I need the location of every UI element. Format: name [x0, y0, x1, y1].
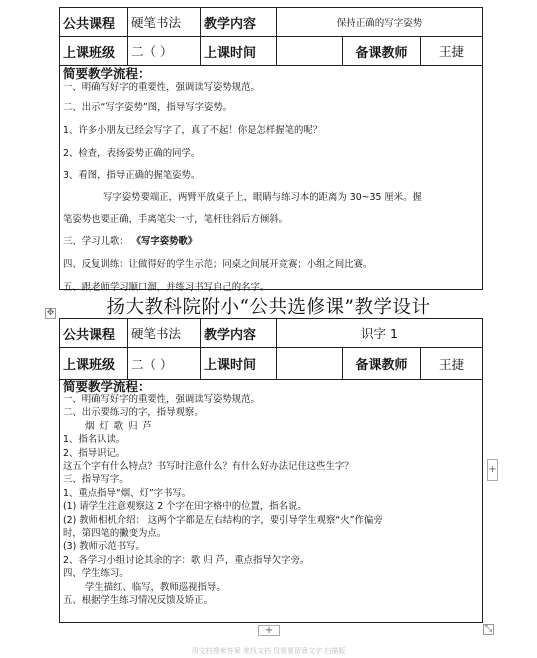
course-value: 硬笔书法 [128, 8, 201, 36]
time-label: 上课时间 [201, 37, 277, 65]
resize-handle-icon[interactable]: ⤡ [484, 624, 493, 634]
flow-line: 这五个字有什么特点？书写时注意什么？有什么好办法记住这些生字？ [63, 461, 354, 473]
flow-line: 二、出示要练习的字，指导观察。 [63, 407, 204, 419]
flow-line: 学生描红、临写，教师巡视指导。 [85, 581, 226, 593]
add-column-plus-icon[interactable]: + [487, 459, 498, 481]
content-label: 教学内容 [201, 8, 277, 36]
add-row-plus-icon[interactable]: + [258, 625, 280, 636]
table-2-row-course [60, 319, 482, 348]
table-1-row-class [60, 37, 482, 66]
lesson-table-1 [59, 7, 483, 293]
flow-line [63, 231, 479, 253]
content-value: 识字 1 [361, 326, 398, 341]
move-handle-icon[interactable]: ✥ [46, 308, 55, 318]
table-2-flow [60, 380, 482, 608]
table-1-row-course [60, 8, 482, 37]
flow-line: 笔姿势也要正确，手离笔尖一寸，笔杆往斜后方倾斜。 [63, 214, 289, 225]
teacher-label: 备课教师 [343, 37, 421, 65]
class-value: 二（ ） [128, 37, 201, 65]
flow-line: (2) 教师相机介绍： 这两个字都是左右结构的字，要引导学生观察“火”作偏旁 [63, 514, 383, 526]
flow-line: 3、看图，指导正确的握笔姿势。 [63, 170, 201, 181]
practice-characters: 烟 灯 歌 归 芦 [85, 420, 153, 432]
flow-line: 四、学生练习。 [63, 568, 129, 580]
class-label: 上课班级 [60, 37, 128, 65]
flow-line: 二、出示“写字姿势”图，指导写字姿势。 [63, 102, 233, 113]
flow-line: 2、各学习小组讨论其余的字：歌 归 芦，重点指导欠字旁。 [63, 554, 310, 566]
flow-line: 五、根据学生练习情况反馈及矫正。 [63, 595, 214, 607]
page-title: 扬大教科院附小“公共选修课”教学设计 [106, 297, 431, 318]
flow-line: 四、反复训练：让做得好的学生示范；同桌之间展开竞赛；小组之间比赛。 [63, 259, 373, 270]
flow-line-text: 三、学习儿歌： [63, 236, 129, 247]
flow-line: 1、许多小朋友已经会写字了，真了不起！你是怎样握笔的呢？ [63, 125, 323, 136]
teacher-value: 王捷 [438, 44, 464, 59]
class-label: 上课班级 [60, 348, 128, 379]
course-label: 公共课程 [60, 319, 128, 347]
class-value: 二（ ） [128, 348, 201, 379]
footer-text: 用文档搜索答案 来找文档 仅需要留意文字 扫描版 [191, 647, 346, 655]
flow-line: 写字姿势要端正，两臂平放桌子上，眼睛与练习本的距离为 30~35 厘米。握 [103, 192, 422, 203]
lesson-table-2 [59, 318, 483, 623]
teacher-value: 王捷 [438, 356, 464, 372]
flow-line: 五、跟老师学习顺口溜，并练习书写自己的名字。 [63, 282, 270, 293]
course-label: 公共课程 [60, 8, 128, 36]
song-title: 《写字姿势歌》 [131, 236, 198, 247]
flow-line: 三、指导写字。 [63, 474, 129, 486]
course-value: 硬笔书法 [128, 319, 201, 347]
flow-line: 2、检查，表扬姿势正确的同学。 [63, 148, 201, 159]
content-label: 教学内容 [201, 319, 277, 347]
flow-heading: 简要教学流程： [63, 379, 151, 394]
flow-heading: 简要教学流程： [63, 66, 151, 81]
time-value [277, 37, 343, 65]
time-label: 上课时间 [201, 348, 277, 379]
content-value: 保持正确的写字姿势 [336, 18, 423, 29]
flow-line: 一、明确写好字的重要性，强调读写姿势规范。 [63, 394, 260, 405]
table-2-row-class [60, 348, 482, 380]
time-value [277, 348, 343, 379]
flow-line: (1) 请学生注意观察这 2 个字在田字格中的位置，指名说。 [63, 501, 307, 513]
flow-line: 时，第四笔的撇变为点。 [63, 528, 167, 540]
flow-line: 1、指名认读。 [63, 434, 126, 446]
flow-line: (3) 教师示范书写。 [63, 541, 145, 553]
flow-line: 一、明确写好字的重要性，强调读写姿势规范。 [63, 82, 260, 93]
teacher-label: 备课教师 [343, 348, 421, 379]
table-1-flow [60, 66, 482, 299]
flow-line: 1、重点指导“烟、灯”字书写。 [63, 487, 192, 499]
flow-line: 2、指导识记。 [63, 447, 126, 459]
